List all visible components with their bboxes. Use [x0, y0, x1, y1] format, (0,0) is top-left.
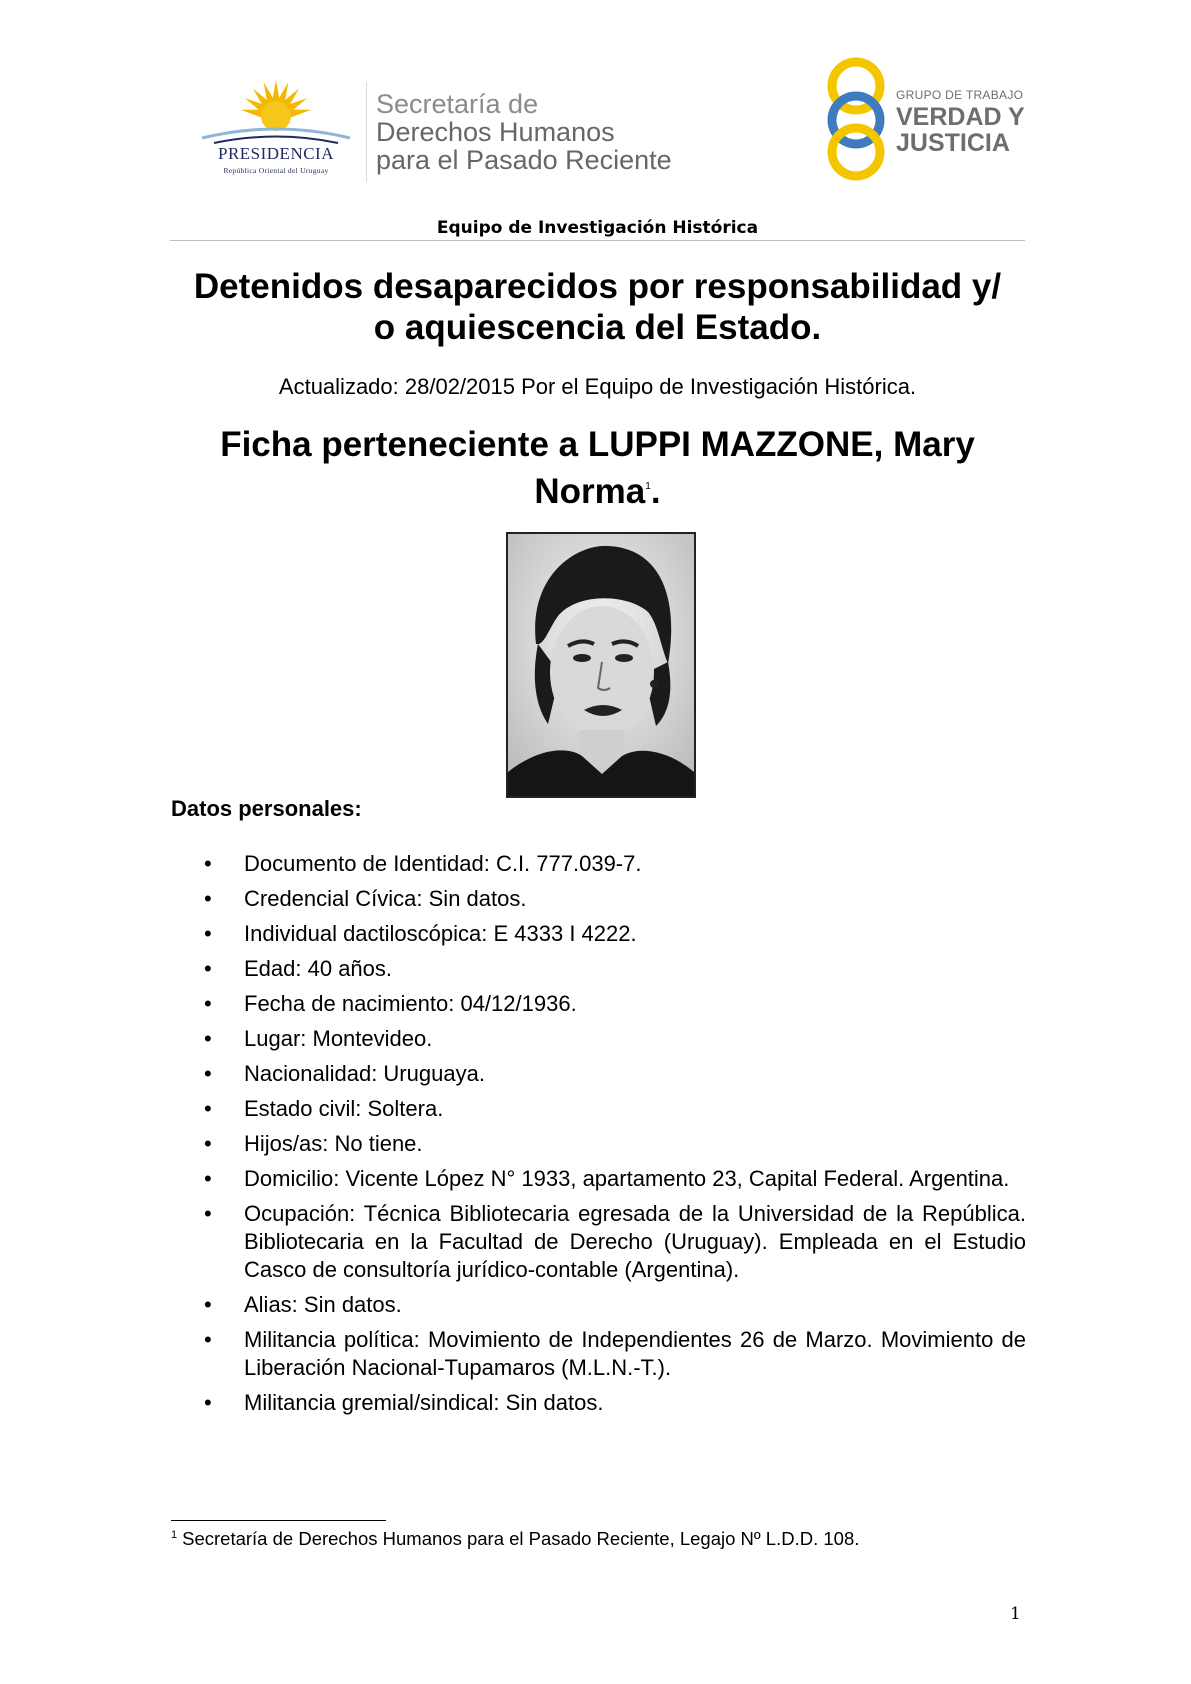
bullet-icon: •: [204, 1131, 212, 1156]
list-item: [204, 920, 1026, 948]
bullet-icon: •: [204, 1390, 212, 1415]
secretaria-line-2: Derechos Humanos: [376, 117, 615, 147]
list-item-text: Domicilio: Vicente López N° 1933, apartamento 23, Capital Federal. Argentina.: [244, 1166, 1010, 1191]
footnote-rule: [171, 1520, 386, 1521]
portrait-photo: [506, 532, 696, 798]
vyj-line-1: VERDAD Y: [896, 103, 1025, 131]
secretaria-logo-text: [376, 90, 672, 174]
vyj-line-2: JUSTICIA: [896, 129, 1010, 157]
list-item-text: Hijos/as: No tiene.: [244, 1131, 423, 1156]
list-item: [204, 1025, 1026, 1053]
list-item: [204, 1165, 1026, 1193]
list-item: [204, 1389, 1026, 1417]
bullet-icon: •: [204, 1201, 212, 1226]
footnote: [171, 1528, 859, 1550]
bullet-icon: •: [204, 1061, 212, 1086]
list-item: [204, 1326, 1026, 1382]
list-item-text: Alias: Sin datos.: [244, 1292, 402, 1317]
header-divider: [366, 82, 367, 182]
document-title: [140, 266, 1055, 348]
bullet-icon: •: [204, 956, 212, 981]
list-item: [204, 885, 1026, 913]
list-item-text: Lugar: Montevideo.: [244, 1026, 433, 1051]
vyj-small-text: GRUPO DE TRABAJO: [896, 88, 1024, 102]
bullet-icon: •: [204, 1327, 212, 1352]
list-item: [204, 1095, 1026, 1123]
updated-line: Actualizado: 28/02/2015 Por el Equipo de Investigación Histórica.: [278, 374, 917, 399]
list-item-text: Nacionalidad: Uruguaya.: [244, 1061, 485, 1086]
personal-data-list: [204, 850, 1026, 1424]
presidencia-subtitle: República Oriental del Uruguay: [223, 166, 329, 175]
list-item-text: Fecha de nacimiento: 04/12/1936.: [244, 991, 577, 1016]
list-item-text: Individual dactiloscópica: E 4333 I 4222.: [244, 921, 637, 946]
team-header: Equipo de Investigación Histórica: [436, 218, 759, 238]
list-item-text: Documento de Identidad: C.I. 777.039-7.: [244, 851, 642, 876]
list-item: [204, 1291, 1026, 1319]
bullet-icon: •: [204, 1026, 212, 1051]
list-item: [204, 850, 1026, 878]
list-item-text: Estado civil: Soltera.: [244, 1096, 444, 1121]
bullet-icon: •: [204, 991, 212, 1016]
list-item: [204, 1200, 1026, 1284]
bullet-icon: •: [204, 1292, 212, 1317]
secretaria-line-3: para el Pasado Reciente: [376, 145, 672, 175]
verdad-justicia-logo: [822, 56, 1032, 182]
record-title-line-2: Norma: [534, 472, 646, 511]
list-item: [204, 1060, 1026, 1088]
list-item-text: Militancia política: Movimiento de Independientes 26 de Marzo. Movimiento de Liberación Nacional-Tupamaros (M.L.N.-T.).: [244, 1327, 1026, 1380]
record-title: [140, 424, 1055, 513]
list-item: [204, 1130, 1026, 1158]
bullet-icon: •: [204, 1166, 212, 1191]
list-item: [204, 990, 1026, 1018]
presidencia-logo: [196, 80, 356, 180]
list-item-text: Credencial Cívica: Sin datos.: [244, 886, 527, 911]
document-title-line-1: Detenidos desaparecidos por responsabilidad y/: [193, 267, 1002, 306]
footnote-number: 1: [171, 1529, 178, 1541]
section-heading: Datos personales:: [171, 796, 362, 821]
bullet-icon: •: [204, 1096, 212, 1121]
record-title-period: .: [650, 472, 661, 511]
bullet-icon: •: [204, 851, 212, 876]
interlocking-rings-icon: [822, 56, 892, 182]
bullet-icon: •: [204, 886, 212, 911]
page-number: 1: [1010, 1604, 1021, 1624]
sun-emblem-icon: [196, 80, 356, 144]
list-item-text: Militancia gremial/sindical: Sin datos.: [244, 1390, 604, 1415]
footnote-text: Secretaría de Derechos Humanos para el Pasado Reciente, Legajo Nº L.D.D. 108.: [182, 1528, 860, 1549]
list-item: [204, 955, 1026, 983]
record-title-line-1: Ficha perteneciente a LUPPI MAZZONE, Mary: [220, 425, 975, 464]
secretaria-line-1: Secretaría de: [376, 89, 539, 119]
presidencia-wordmark: PRESIDENCIA: [217, 144, 334, 163]
list-item-text: Edad: 40 años.: [244, 956, 393, 981]
bullet-icon: •: [204, 921, 212, 946]
list-item-text: Ocupación: Técnica Bibliotecaria egresada de la Universidad de la República. Bibliotecaria en la Facultad de Derecho (Uruguay). Empleada en el Estudio Casco de consultoría jurídico-contable (Argentina).: [244, 1201, 1026, 1282]
header-rule: [170, 240, 1025, 241]
footnote-reference[interactable]: 1: [645, 481, 651, 492]
document-title-line-2: o aquiescencia del Estado.: [373, 308, 822, 347]
